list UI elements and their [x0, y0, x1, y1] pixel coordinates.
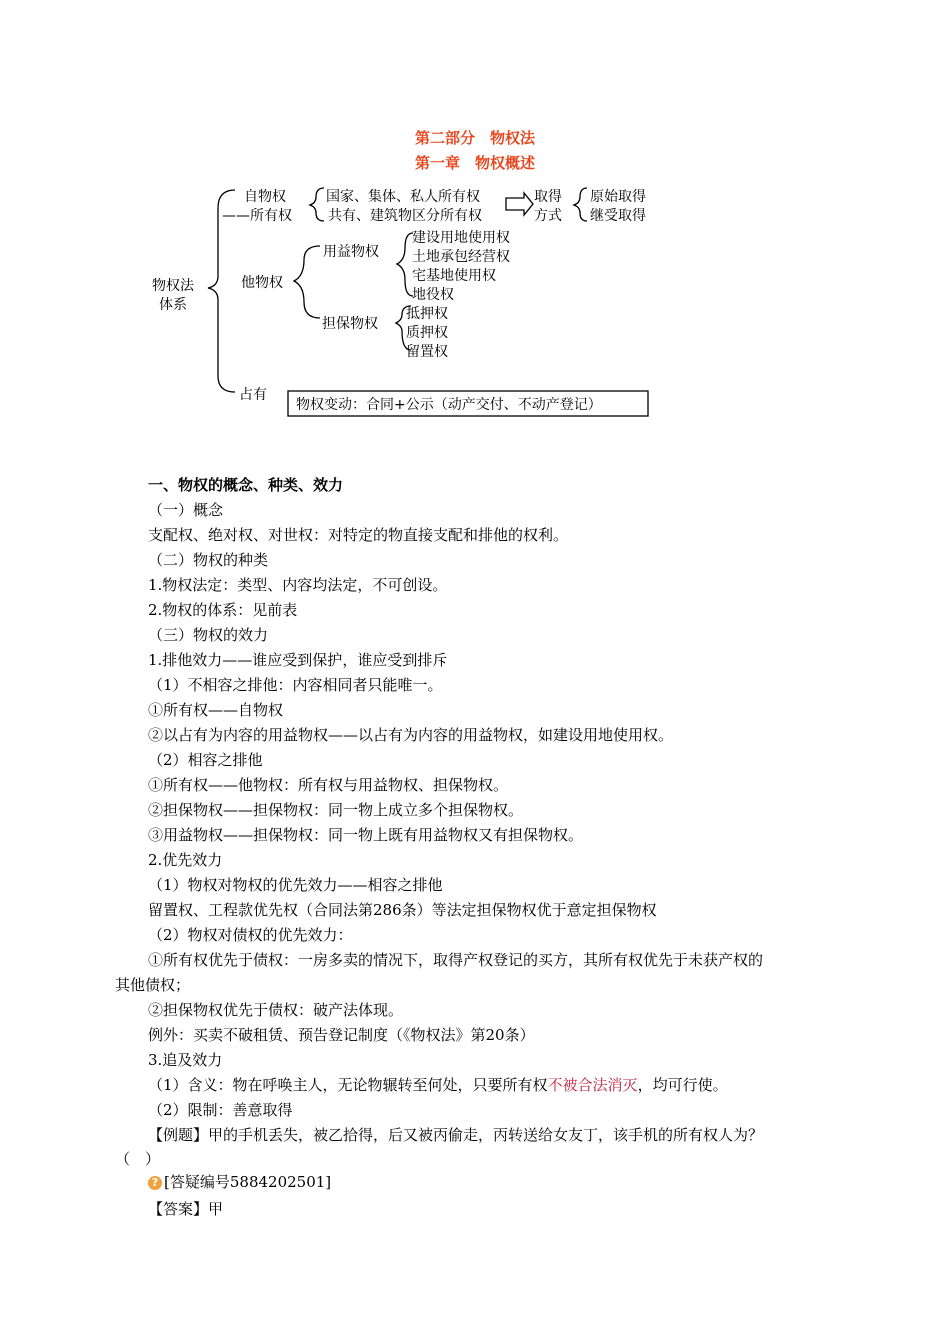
security-item-1: 抵押权 — [406, 306, 448, 322]
text-line: （2）物权对债权的优先效力： — [148, 926, 353, 944]
security-label: 担保物权 — [322, 316, 378, 332]
text-line: 1.排他效力——谁应受到保护，谁应受到排斥 — [148, 651, 448, 669]
text-line: （2）限制：善意取得 — [148, 1101, 293, 1119]
text-line: （2）相容之排他 — [148, 751, 263, 769]
acquire-label-1: 取得 — [534, 189, 562, 205]
text-line: ③用益物权——担保物权：同一物上既有用益物权又有担保物权。 — [148, 826, 584, 844]
text-line: ①所有权——他物权：所有权与用益物权、担保物权。 — [148, 776, 509, 794]
ownership-label-2: ——所有权 — [222, 208, 292, 224]
chapter-title: 第一章 物权概述 — [414, 154, 535, 172]
text-line: （二）物权的种类 — [148, 551, 269, 569]
usufruct-brace — [397, 233, 413, 296]
part-title: 第二部分 物权法 — [414, 129, 535, 147]
usufruct-item-1: 建设用地使用权 — [412, 230, 510, 246]
text-line: （1）不相容之排他：内容相同者只能唯一。 — [148, 676, 443, 694]
acquire-type-2: 继受取得 — [590, 208, 646, 224]
other-rights-label: 他物权 — [241, 275, 283, 291]
highlight-text: 不被合法消灭 — [547, 1076, 638, 1094]
answer-line: 【答案】甲 — [148, 1200, 224, 1218]
double-arrow-icon — [506, 193, 533, 215]
text-line — [148, 1075, 728, 1095]
question-circle-icon[interactable]: ? — [148, 1176, 162, 1190]
text-line: 1.物权法定：类型、内容均法定，不可创设。 — [148, 576, 448, 594]
text-line: 2.优先效力 — [148, 851, 223, 869]
section-heading: 一、物权的概念、种类、效力 — [148, 476, 344, 494]
security-item-3: 留置权 — [406, 344, 448, 360]
possession-label: 占有 — [239, 387, 267, 403]
usufruct-item-4: 地役权 — [412, 287, 454, 303]
text-line: ②担保物权——担保物权：同一物上成立多个担保物权。 — [148, 801, 524, 819]
acquire-type-1: 原始取得 — [590, 189, 646, 205]
ownership-brace — [310, 188, 324, 221]
ownership-type-2: 共有、建筑物区分所有权 — [328, 208, 482, 224]
qa-reference[interactable] — [148, 1172, 331, 1192]
text-line: 2.物权的体系：见前表 — [148, 601, 298, 619]
text-line: 例外：买卖不破租赁、预告登记制度（《物权法》第20条） — [148, 1026, 535, 1044]
root-label-2: 体系 — [159, 297, 187, 313]
text-line: 留置权、工程款优先权（合同法第286条）等法定担保物权优于意定担保物权 — [148, 901, 657, 919]
text-segment: （1）含义：物在呼唤主人，无论物辗转至何处，只要所有权 — [148, 1076, 548, 1094]
text-line: 支配权、绝对权、对世权：对特定的物直接支配和排他的权利。 — [148, 526, 569, 544]
text-line: （一）概念 — [148, 501, 224, 519]
usufruct-item-3: 宅基地使用权 — [412, 268, 496, 284]
text-line: ②以占有为内容的用益物权——以占有为内容的用益物权，如建设用地使用权。 — [148, 726, 674, 744]
other-rights-brace — [294, 246, 320, 318]
qa-number: [答疑编号5884202501] — [164, 1173, 332, 1191]
text-line: ②担保物权优先于债权：破产法体现。 — [148, 1001, 404, 1019]
security-item-2: 质押权 — [406, 325, 448, 341]
text-line: （1）物权对物权的优先效力——相容之排他 — [148, 876, 443, 894]
ownership-type-1: 国家、集体、私人所有权 — [326, 189, 480, 205]
root-label-1: 物权法 — [152, 278, 194, 294]
answer-blank: （ ） — [115, 1150, 161, 1168]
property-law-system-diagram — [140, 178, 670, 423]
usufruct-item-2: 土地承包经营权 — [412, 249, 510, 265]
text-segment: ，均可行使。 — [637, 1076, 728, 1094]
text-line: 3.追及效力 — [148, 1051, 223, 1069]
text-line: ①所有权优先于债权：一房多卖的情况下，取得产权登记的买方，其所有权优先于未获产权的 — [148, 951, 764, 969]
text-line: 其他债权； — [115, 976, 191, 994]
change-box-text: 物权变动：合同+公示（动产交付、不动产登记） — [296, 397, 602, 413]
acquire-brace — [574, 188, 587, 221]
text-line: ①所有权——自物权 — [148, 701, 284, 719]
usufruct-label: 用益物权 — [323, 244, 379, 260]
acquire-label-2: 方式 — [534, 208, 562, 224]
ownership-label-1: 自物权 — [244, 189, 286, 205]
text-line: （三）物权的效力 — [148, 626, 269, 644]
example-question: 【例题】甲的手机丢失，被乙拾得，后又被丙偷走，丙转送给女友丁，该手机的所有权人为？ — [148, 1126, 764, 1144]
